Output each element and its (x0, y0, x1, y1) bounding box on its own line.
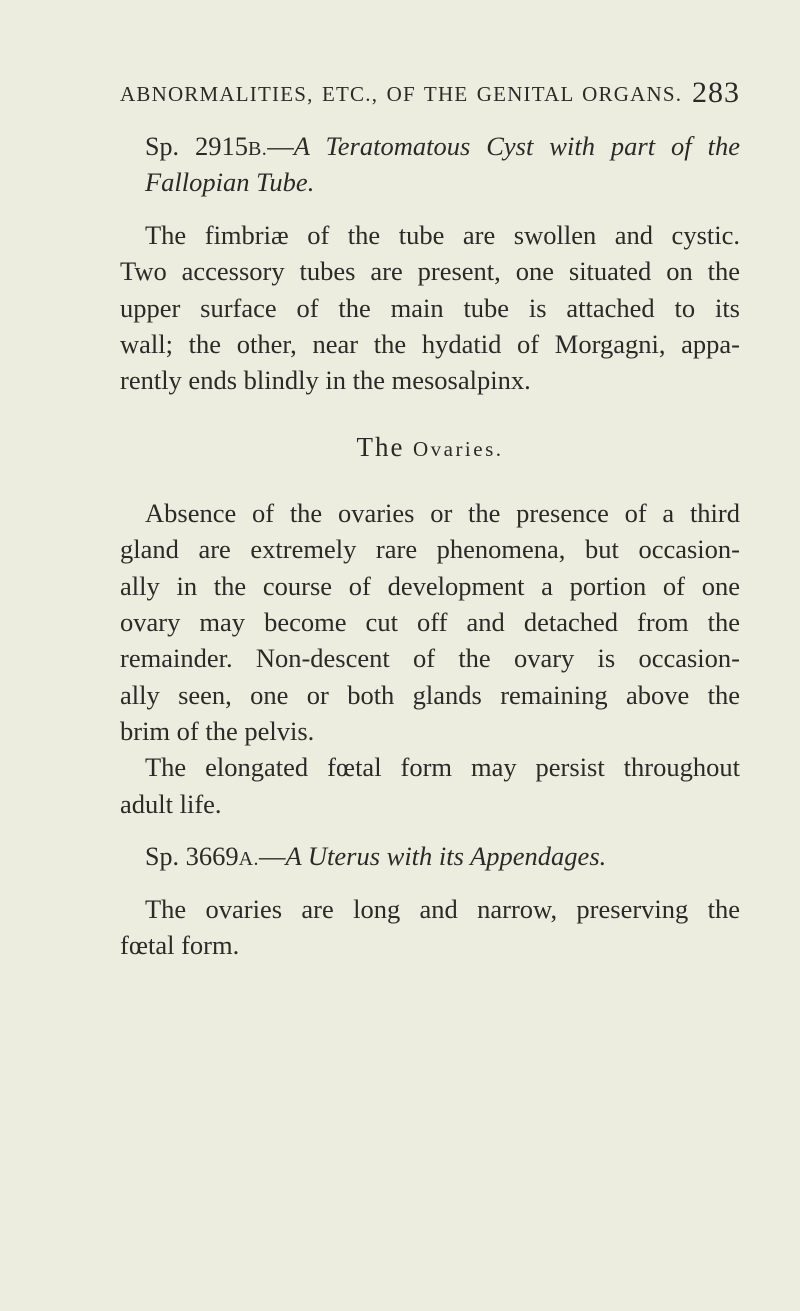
running-head (120, 76, 740, 116)
specimen-title-continued: Fallopian Tube. (145, 167, 315, 198)
paragraph-line: ally in the course of development a portion of one (120, 570, 740, 601)
specimen-number: 3669A. (185, 841, 260, 872)
page-number: 283 (692, 76, 740, 109)
paragraph-line: gland are extremely rare phenomena, but occasion- (120, 534, 740, 565)
paragraph-line: remainder. Non-descent of the ovary is occasion- (120, 643, 740, 674)
paragraph-line: wall; the other, near the hydatid of Morgagni, appa- (120, 328, 740, 359)
paragraph-line: The fimbriæ of the tube are swollen and cystic. (145, 219, 740, 250)
paragraph-line: The ovaries are long and narrow, preserving the (145, 893, 740, 924)
specimen-label-sp: Sp. (145, 132, 179, 161)
paragraph-line: fœtal form. (120, 930, 240, 961)
specimen-label-sp: Sp. (145, 842, 179, 872)
paragraph-line: Two accessory tubes are present, one situated on the (120, 256, 740, 287)
paragraph-line: The elongated fœtal form may persist throughout (145, 752, 740, 783)
paragraph-line: upper surface of the main tube is attached to its (120, 292, 740, 323)
specimen-2915b-heading: Sp. 2915B.—A Teratomatous Cyst with part of the (145, 131, 740, 161)
running-title: ABNORMALITIES, ETC., OF THE GENITAL ORGANS. (120, 82, 683, 106)
body-text (120, 128, 740, 963)
section-heading: The Ovaries. (356, 431, 504, 462)
specimen-3669a-heading: Sp. 3669A.—A Uterus with its Appendages. (145, 841, 607, 872)
paragraph-line: Absence of the ovaries or the presence of a third (145, 497, 740, 528)
paragraph-line: ovary may become cut off and detached from the (120, 606, 740, 637)
paragraph-line: rently ends blindly in the mesosalpinx. (120, 365, 531, 396)
specimen-number: 2915B. (194, 131, 268, 161)
paragraph-line: brim of the pelvis. (120, 716, 315, 747)
specimen-title: A Uterus with its Appendages. (285, 841, 607, 872)
paragraph-line: adult life. (120, 788, 222, 819)
paragraph-line: ally seen, one or both glands remaining above the (120, 679, 740, 710)
specimen-title: A Teratomatous Cyst with part of the (293, 131, 740, 161)
